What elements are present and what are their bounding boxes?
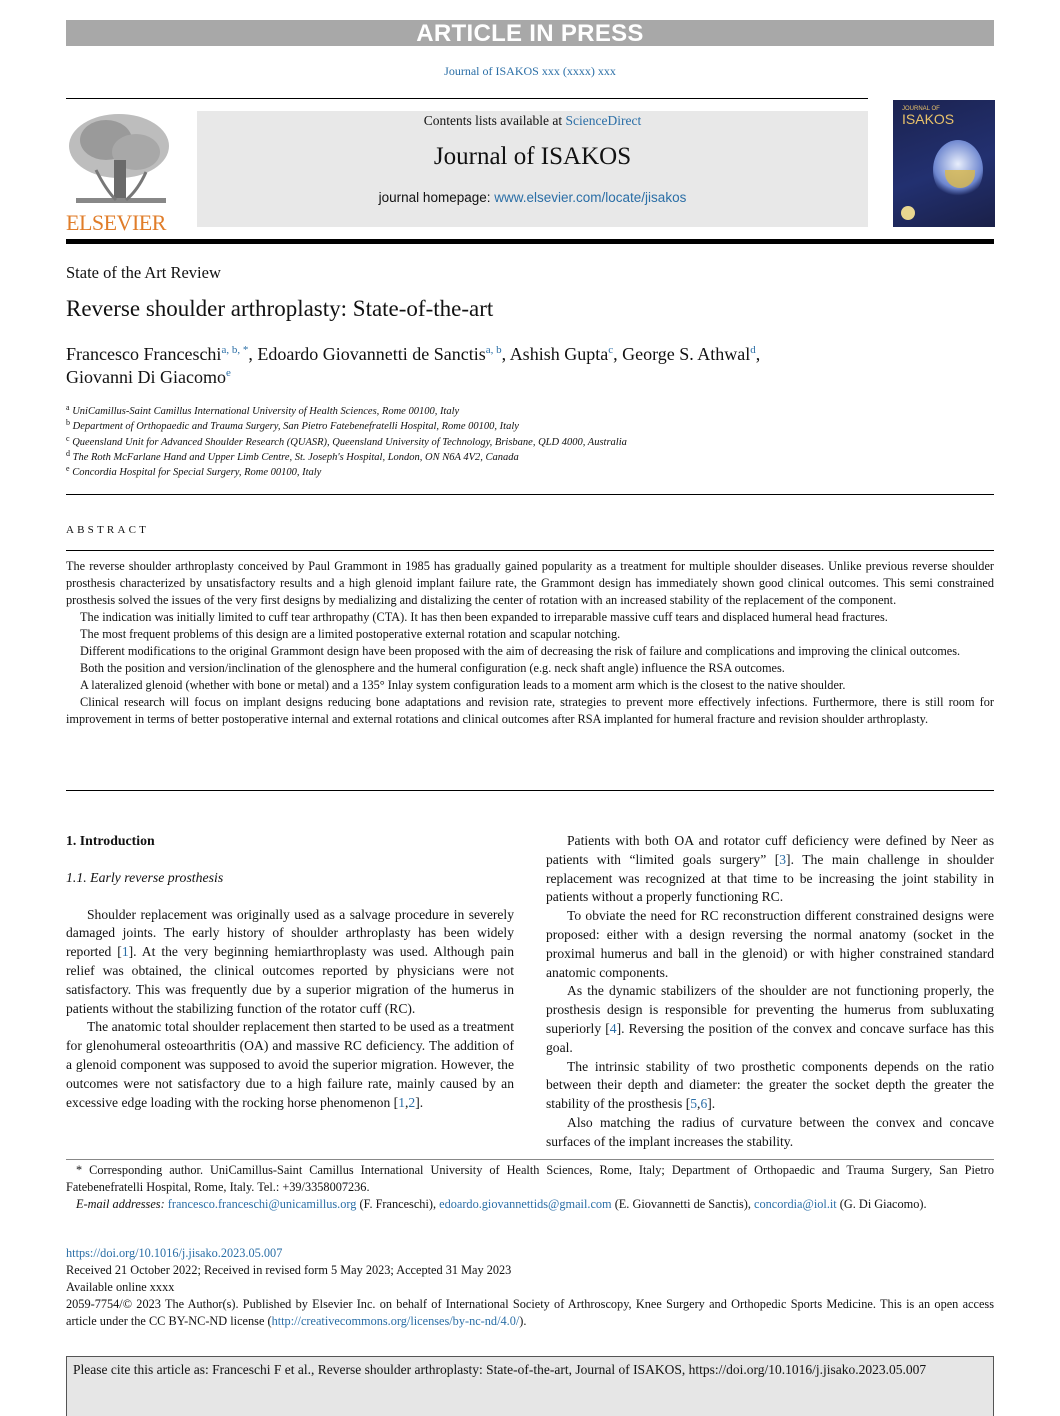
journal-cover-image [893,100,995,227]
reference-link[interactable]: 4 [609,1020,617,1036]
reference-link[interactable]: 6 [700,1096,708,1112]
doi-link[interactable]: https://doi.org/10.1016/j.jisako.2023.05.007 [66,1246,283,1260]
elsevier-logo [66,110,172,235]
author-name: Ashish Gupta [509,344,609,364]
author-affiliation-marker[interactable]: d [750,344,756,356]
footnotes [66,1162,994,1213]
homepage-link[interactable]: www.elsevier.com/locate/jisakos [494,190,687,205]
affiliation-key: e [66,464,70,474]
abstract-paragraph: The reverse shoulder arthroplasty conceived by Paul Grammont in 1985 has gradually gained popularity as a treatment for multiple shoulder diseases. Unlike previous reverse shoulder prosthesis characterized by unsatisfactory results and a high glenoid implant failure rate, the Grammont design has immediately shown good clinical outcomes. This semi constrained prosthesis solved the issues of the very first designs by medializing and distalizing the center of rotation with an increased stability of the replacement of the component. [66,559,994,607]
abstract-paragraph: Clinical research will focus on implant designs reducing bone adaptations and revision rate, strategies to prevent more effectively infections. Furthermore, there is still room for improvement in terms of better postoperative internal and external rotations and clinical outcomes after RSA implanted for humeral fracture and revision shoulder arthroplasty. [66,695,994,726]
article-type: State of the Art Review [66,263,221,282]
body-paragraph [546,832,994,907]
reference-link[interactable]: 2 [408,1094,416,1110]
reference-link[interactable]: 5 [690,1096,698,1112]
text-segment: ]. [415,1094,424,1110]
author-separator: , [501,344,510,364]
text-segment: (G. Di Giacomo). [836,1197,927,1211]
affiliation-item [66,465,627,480]
author-affiliation-marker[interactable]: c [608,344,614,356]
abstract-paragraph: The most frequent problems of this design are a limited postoperative external rotation and scapular notching. [80,627,621,641]
license-suffix: ). [519,1314,527,1328]
article-dates: Received 21 October 2022; Received in revised form 5 May 2023; Accepted 31 May 2023 [66,1263,512,1277]
affiliation-text: Concordia Hospital for Special Surgery, Rome 00100, Italy [72,467,322,479]
text-segment: Patients with both OA and rotator cuff deficiency were defined by Neer as patients with “limited goals surgery” [ [546,833,994,867]
available-online: Available online xxxx [66,1280,175,1294]
text-segment: ]. [707,1096,716,1112]
body-paragraph [66,1018,514,1112]
footnote-divider [66,1159,994,1160]
elsevier-tree-icon [66,110,172,206]
journal-name: Journal of ISAKOS [433,143,632,170]
text-segment: * Corresponding author. UniCamillus-Saint Camillus International University of Health Sciences, Rome, Italy; Department of Orthopaedic and Trauma Surgery, San Pietro Fatebenefratelli Hospital, Rome, Italy. Tel.: +39/3358007236. [66,1163,994,1194]
abstract-paragraph: A lateralized glenoid (whether with bone or metal) and a 135° Inlay system configuration leads to a moment arm which is the closest to the native shoulder. [80,678,846,692]
footnote-paragraph [66,1196,994,1213]
subsection-heading: 1.1. Early reverse prosthesis [66,869,224,885]
cover-title-small: JOURNAL OF [902,106,940,112]
text-segment: Shoulder replacement was originally used as a salvage procedure in severely damaged joints. The early history of shoulder arthroplasty has been widely reported [ [66,906,514,960]
reference-link[interactable]: 1 [121,944,129,960]
cover-title: ISAKOS [902,111,955,127]
affiliation-key: d [66,448,70,458]
homepage-label: journal homepage: [378,190,495,205]
author-name: George S. Athwal [622,344,751,364]
reference-link[interactable]: 1 [398,1094,405,1110]
text-segment: To obviate the need for RC reconstruction different constrained designs were proposed: either with a design reversing the normal anatomy (socket in the proximal humerus and ball in the glenoid) or with higher constrained standard anatomic components. [546,908,994,980]
section-heading: 1. Introduction [66,833,155,848]
affiliation-key: b [66,418,70,428]
author-affiliation-marker[interactable]: a, b [485,344,502,356]
license-text: 2059-7754/© 2023 The Author(s). Published by Elsevier Inc. on behalf of International Society of Arthroscopy, Knee Surgery and Orthopedic Sports Medicine. This is an open access article under the CC BY-NC-ND license ( [66,1297,994,1328]
body-paragraph [546,982,994,1057]
text-segment: As the dynamic stabilizers of the shoulder are not functioning properly, the prosthesis design is responsible for preventing the humerus from subluxating superiorly [ [546,983,994,1036]
body-right-column [546,832,994,1152]
affiliation-text: The Roth McFarlane Hand and Upper Limb Centre, St. Joseph's Hospital, London, ON N6A 4V2, Canada [72,451,519,463]
author-name: Francesco Franceschi [66,344,222,364]
author-affiliation-marker[interactable]: e [225,367,231,379]
author-name: Giovanni Di Giacomo [66,367,226,387]
abstract-body [66,558,994,728]
body-paragraph [66,906,514,1019]
text-segment: , [405,1094,409,1110]
article-meta [66,1245,994,1330]
affiliation-key: a [66,403,70,412]
reference-link[interactable]: edoardo.giovannettids@gmail.com [439,1197,612,1211]
contents-label: Contents lists available at [423,113,566,128]
reference-link[interactable]: francesco.franceschi@unicamillus.org [167,1197,357,1211]
body-paragraph [546,1058,994,1114]
reference-link[interactable]: concordia@iol.it [754,1197,837,1211]
affiliation-text: UniCamillus-Saint Camillus International University of Health Sciences, Rome 00100, Italy [72,406,460,417]
journal-reference-link[interactable]: Journal of ISAKOS xxx (xxxx) xxx [444,64,616,78]
author-separator: , [613,344,623,364]
journal-reference [0,64,1060,79]
text-segment: , [697,1096,701,1112]
elsevier-wordmark: ELSEVIER [66,210,166,235]
affiliation-item [66,435,627,450]
text-segment: ]. The main challenge in shoulder replacement was recognized at that time to be increasing the joint stability in patients without a properly functioning RC. [546,851,994,905]
affiliation-item [66,450,627,465]
text-segment: The intrinsic stability of two prosthetic components depends on the ratio between their depth and diameter: the greater the socket depth the greater the stability of the prosthesis [ [546,1058,994,1112]
author-name: Edoardo Giovannetti de Sanctis [257,344,486,364]
author-separator: , [755,344,761,364]
abstract-paragraph: Different modifications to the original Grammont design have been proposed with the aim of decreasing the risk of failure and complications and improving the clinical outcomes. [80,644,961,658]
affiliation-key: c [66,433,70,443]
affiliation-item [66,404,627,419]
author-separator: , [248,344,258,364]
journal-header [197,111,868,227]
license-link[interactable]: http://creativecommons.org/licenses/by-nc-nd/4.0/ [271,1314,520,1328]
affiliation-text: Department of Orthopaedic and Trauma Surgery, San Pietro Fatebenefratelli Hospital, Rome 00100, Italy [72,421,519,433]
body-left-column [66,832,514,1112]
author-list [66,343,966,389]
text-segment: The anatomic total shoulder replacement then started to be used as a treatment for glenohumeral osteoarthritis (OA) and massive RC deficiency. The addition of a glenoid component was supposed to avoid the superior migration. However, the outcomes were not satisfactory due to a high failure rate, mainly caused by an excessive edge loading with the rocking horse phenomenon [ [66,1019,514,1110]
header-thick-rule [66,239,994,244]
text-segment: (E. Giovannetti de Sanctis), [611,1197,755,1211]
text-segment: ]. Reversing the position of the convex and concave surface has this goal. [546,1020,994,1055]
abstract-paragraph: The indication was initially limited to cuff tear arthropathy (CTA). It has then been expanded to irreparable massive cuff tears and displaced humeral head fractures. [80,610,888,624]
text-segment: ]. At the very beginning hemiarthroplasty was used. Although pain relief was obtained, the clinical outcomes reported by physicians were not satisfactory. This was frequently due by a superior migration of the humerus in patients without the stabilizing function of the rotator cuff (RC). [66,944,514,1016]
affiliation-text: Queensland Unit for Advanced Shoulder Research (QUASR), Queensland University of Technology, Brisbane, QLD 4000, Australia [72,436,627,448]
text-segment: E-mail addresses: [76,1197,168,1211]
article-in-press-banner: ARTICLE IN PRESS [66,20,994,46]
affiliation-item [66,419,627,434]
text-segment: Also matching the radius of curvature between the convex and concave surfaces of the implant increases the stability. [546,1114,994,1149]
citation-box: Please cite this article as: Franceschi F et al., Reverse shoulder arthroplasty: State-of-the-art, Journal of ISAKOS, https://doi.org/10.1016/j.jisako.2023.05.007 [66,1356,994,1416]
reference-link[interactable]: 3 [779,851,787,867]
divider [66,494,994,495]
abstract-heading: ABSTRACT [66,524,150,536]
article-title: Reverse shoulder arthroplasty: State-of-the-art [66,296,494,321]
body-paragraph [546,1114,994,1152]
footnote-paragraph [66,1162,994,1196]
affiliations [66,404,627,480]
text-segment: (F. Franceschi), [356,1197,440,1211]
abstract-paragraph: Both the position and version/inclination of the glenosphere and the humeral configuration (e.g. neck shaft angle) influence the RSA outcomes. [80,661,785,675]
divider [66,550,994,551]
header-divider [66,98,868,99]
body-paragraph [546,907,994,982]
author-affiliation-marker[interactable]: a, b, * [221,344,249,356]
divider [66,790,994,791]
sciencedirect-link[interactable]: ScienceDirect [565,113,642,128]
